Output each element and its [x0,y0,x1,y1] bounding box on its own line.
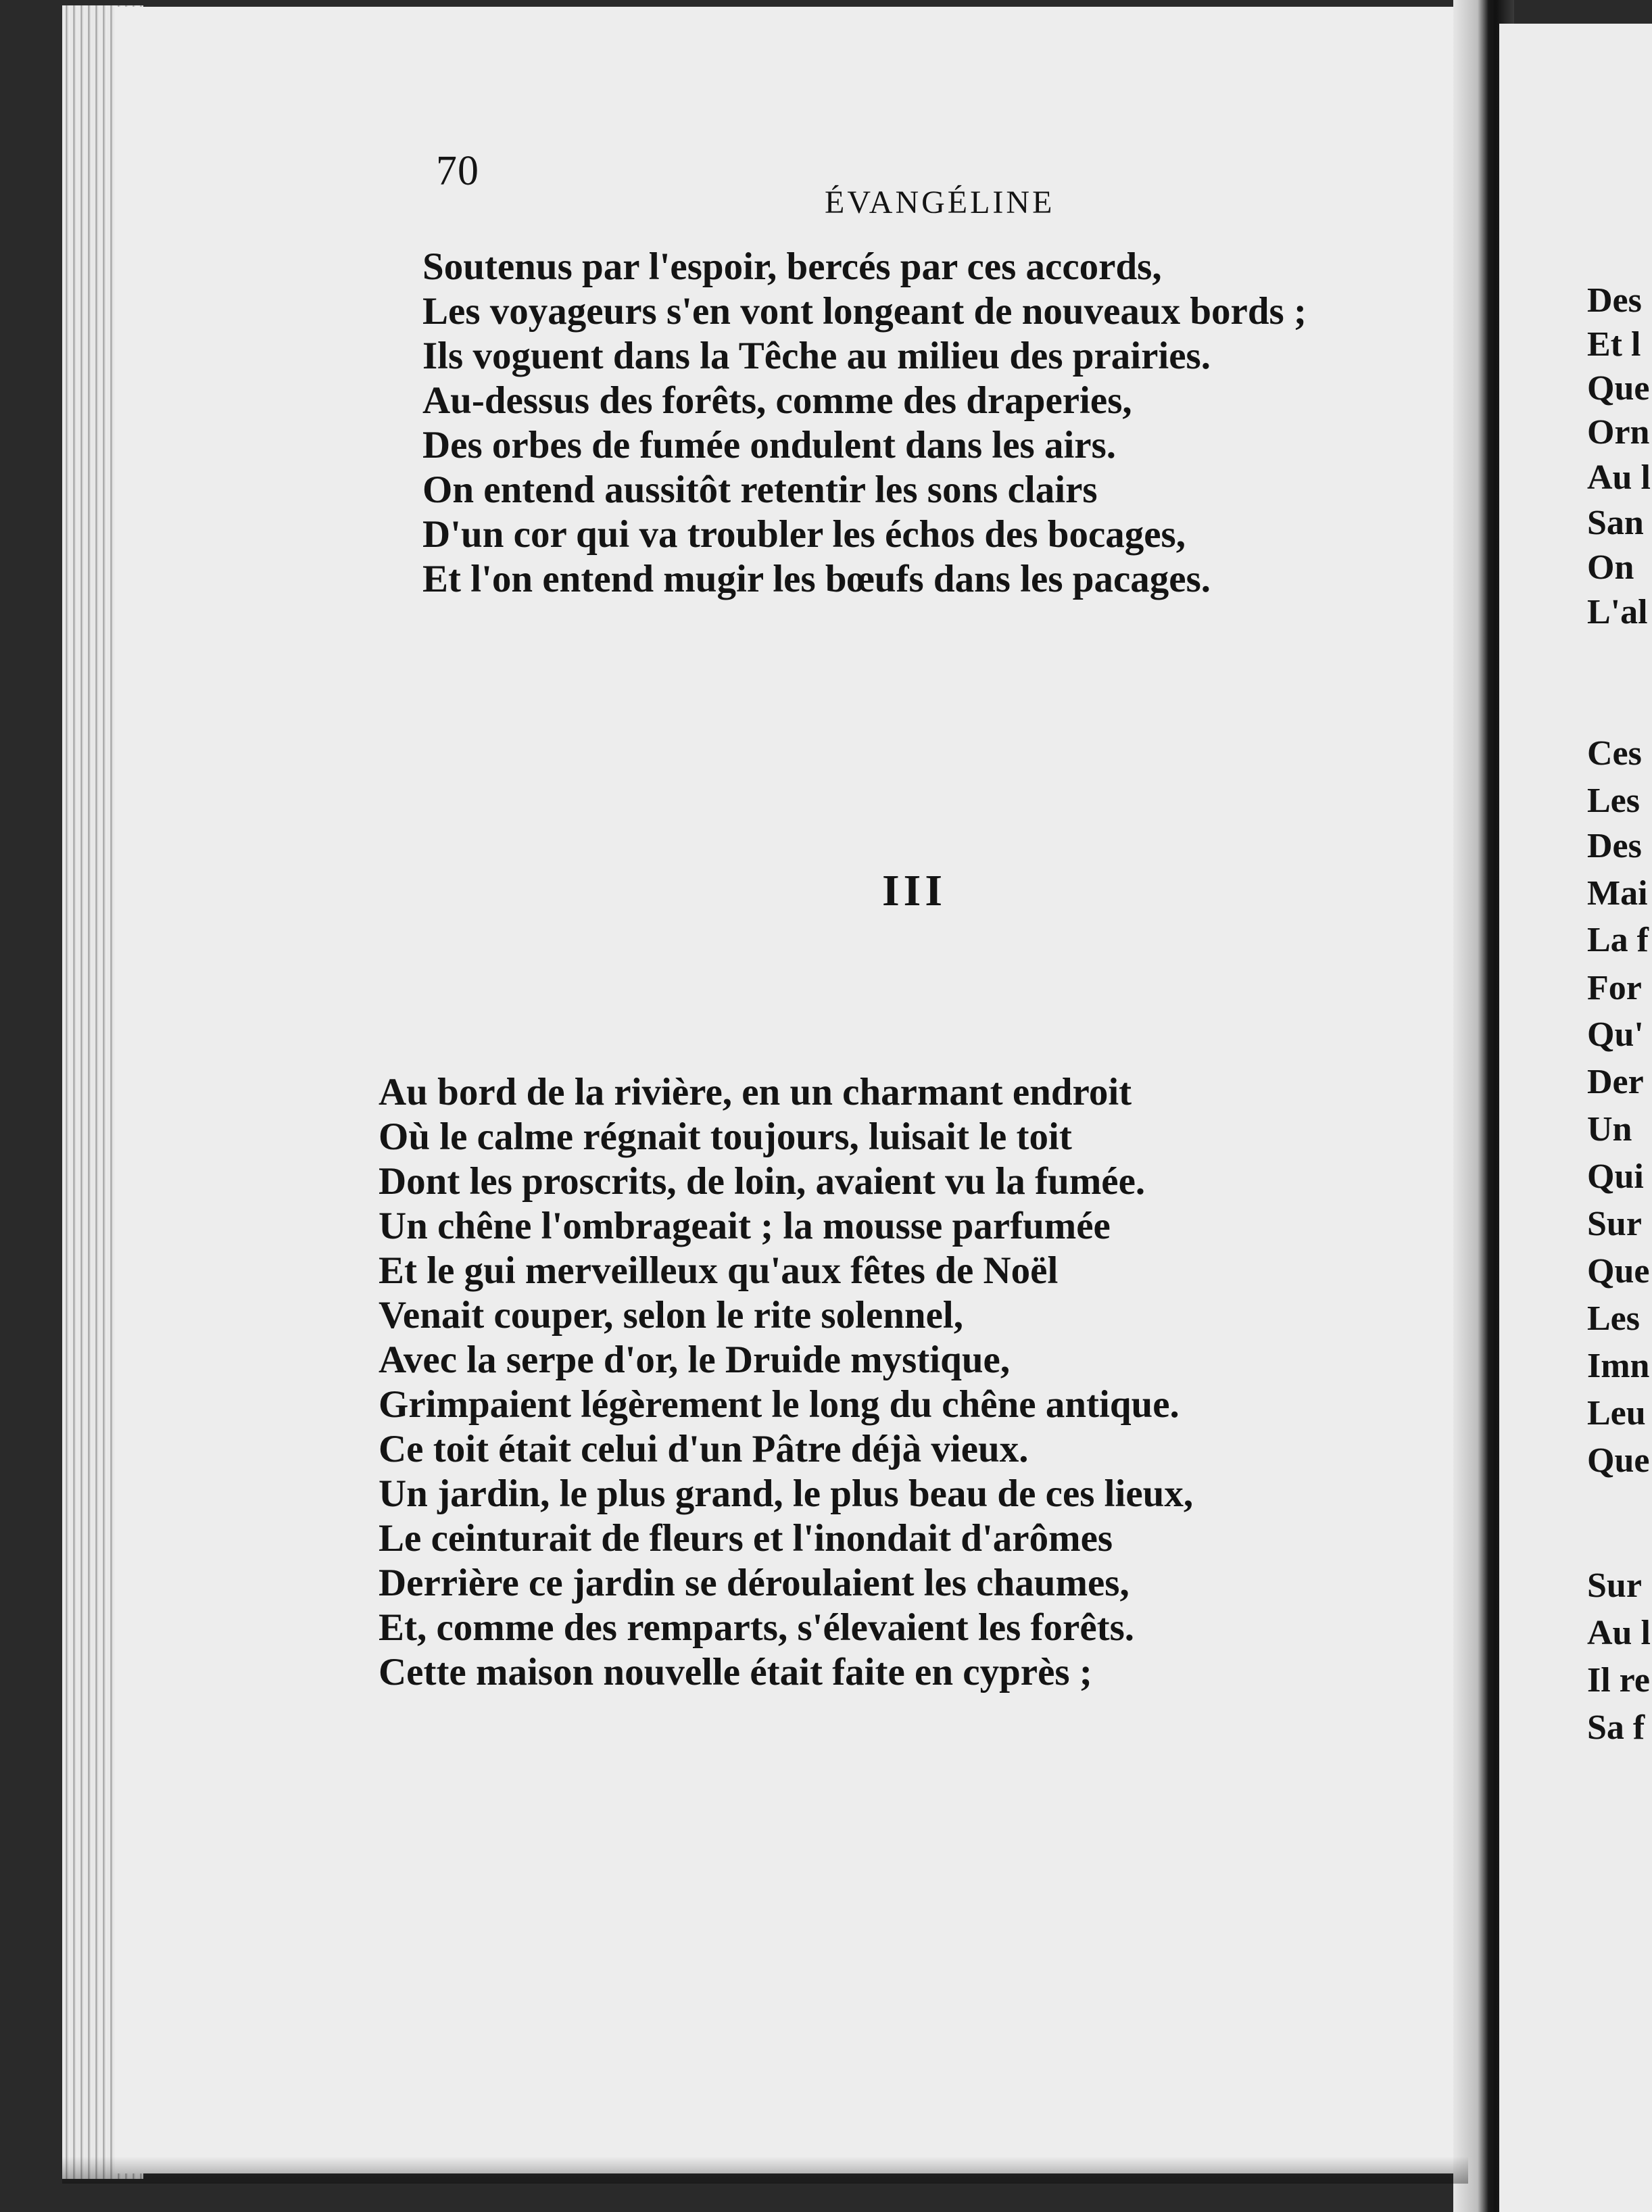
fragment-line: Les [1587,1299,1640,1338]
verse-line: Ce toit était celui d'un Pâtre déjà vieux. [379,1428,1029,1470]
verse-line: Un chêne l'ombrageait ; la mousse parfumée [379,1205,1111,1247]
verse-line: Les voyageurs s'en vont longeant de nouveaux bords ; [422,290,1307,333]
fragment-line: Un [1587,1110,1632,1149]
fragment-line: La f [1587,921,1649,959]
verse-line: Au bord de la rivière, en un charmant endroit [379,1071,1132,1113]
fragment-line: L'al [1587,593,1648,631]
fragment-line: Qui [1587,1157,1644,1196]
fragment-line: Sur [1587,1566,1642,1605]
fragment-line: Leu [1587,1394,1646,1433]
fragment-line: Et l [1587,325,1641,364]
verse-line: Au-dessus des forêts, comme des draperies, [422,379,1132,422]
verse-line: On entend aussitôt retentir les sons clairs [422,468,1098,511]
fragment-line: Ces [1587,734,1642,773]
fragment-line: Il re [1587,1661,1650,1700]
fragment-line: Qu' [1587,1015,1644,1054]
verse-line: Venait couper, selon le rite solennel, [379,1294,963,1337]
section-number: III [882,866,947,915]
verse-line: Des orbes de fumée ondulent dans les airs. [422,424,1117,466]
running-head: ÉVANGÉLINE [825,185,1055,220]
stanza-1 [422,245,1307,602]
verse-line: Soutenus par l'espoir, bercés par ces accords, [422,245,1162,288]
fragment-line: San [1587,504,1644,542]
fragment-line: Au l [1587,1614,1651,1652]
fragment-line: Que [1587,369,1650,408]
bottom-shadow [62,2157,1468,2184]
fragment-line: Imn [1587,1347,1650,1385]
verse-line: Derrière ce jardin se déroulaient les chaumes, [379,1562,1129,1604]
fragment-line: Sur [1587,1205,1642,1243]
fragment-line: Der [1587,1063,1644,1101]
stanza-2 [379,1070,1193,1695]
verse-line: Grimpaient légèrement le long du chêne antique. [379,1383,1180,1426]
verse-line: Et, comme des remparts, s'élevaient les forêts. [379,1606,1135,1649]
verse-line: Et l'on entend mugir les bœufs dans les pacages. [422,558,1211,600]
fragment-line: Des [1587,281,1642,320]
fragment-line: Au l [1587,458,1651,497]
verse-line: Cette maison nouvelle était faite en cyprès ; [379,1651,1092,1693]
fragment-line: Sa f [1587,1708,1645,1747]
verse-line: D'un cor qui va troubler les échos des bocages, [422,513,1186,556]
fragment-line: For [1587,969,1642,1007]
verse-line: Où le calme régnait toujours, luisait le toit [379,1115,1072,1158]
verse-line: Dont les proscrits, de loin, avaient vu la fumée. [379,1160,1146,1203]
fragment-line: Les [1587,782,1640,820]
fragment-line: On [1587,548,1634,587]
fragment-line: Mai [1587,874,1648,913]
fragment-line: Que [1587,1252,1650,1291]
page-number: 70 [436,148,479,194]
fragment-line: Orn [1587,413,1650,452]
fragment-line: Des [1587,827,1642,865]
verse-line: Et le gui merveilleux qu'aux fêtes de Noël [379,1249,1059,1292]
fragment-line: Que [1587,1441,1650,1480]
verse-line: Un jardin, le plus grand, le plus beau de ces lieux, [379,1472,1194,1515]
verse-line: Ils voguent dans la Têche au milieu des prairies. [422,335,1211,377]
verse-line: Le ceinturait de fleurs et l'inondait d'arômes [379,1517,1113,1560]
verse-line: Avec la serpe d'or, le Druide mystique, [379,1339,1011,1381]
